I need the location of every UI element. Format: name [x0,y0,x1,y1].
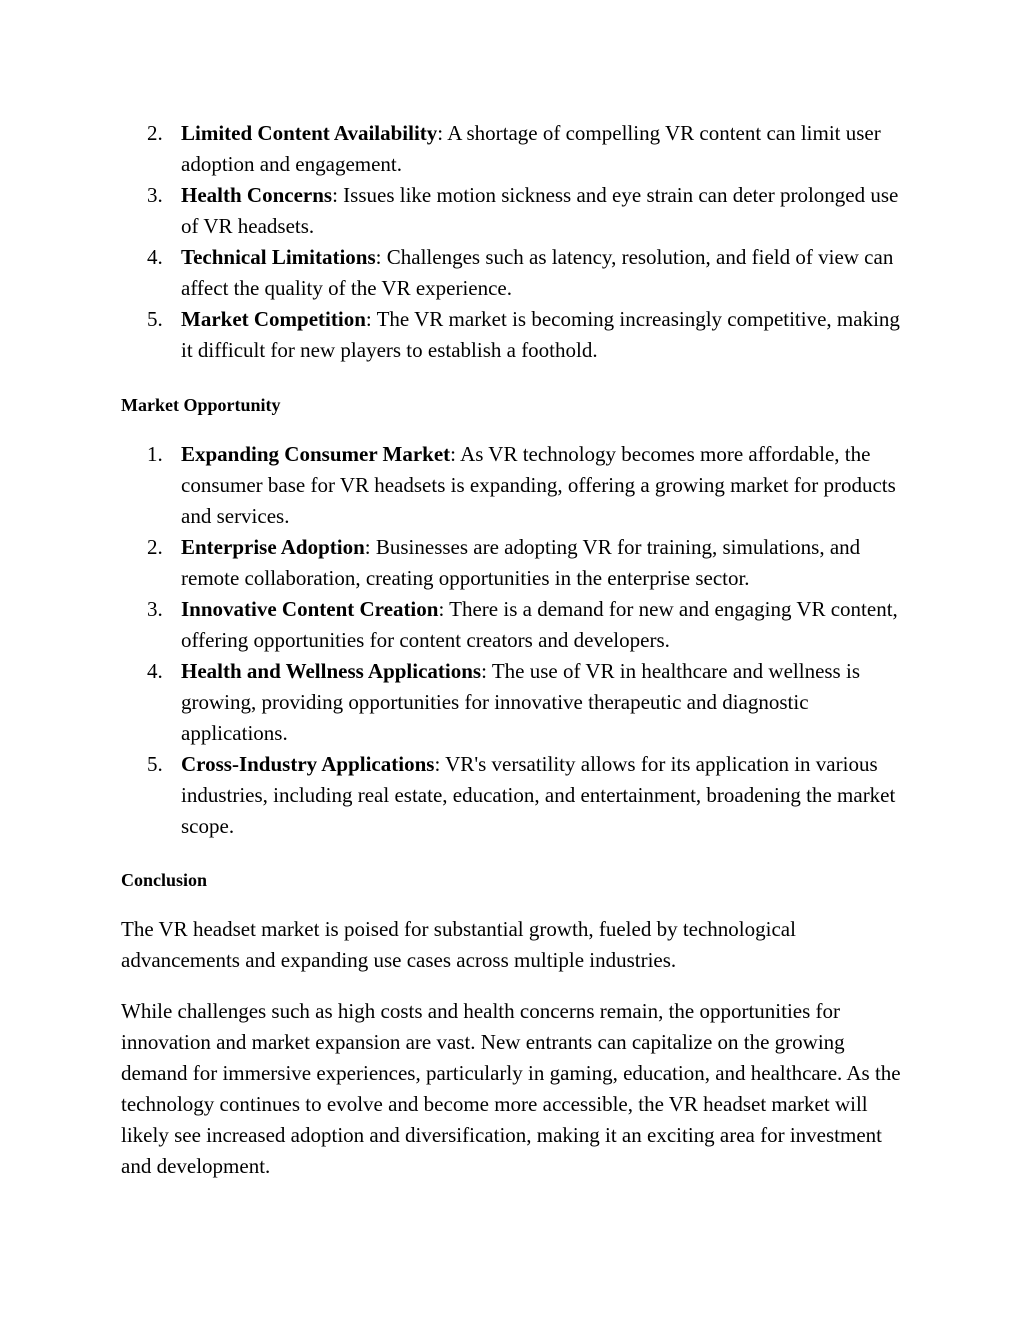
market-opportunity-section [121,439,911,842]
list-item [121,118,911,180]
list-item [121,532,911,594]
list-term: Health Concerns [181,183,333,207]
list-term: Market Competition [181,307,366,331]
conclusion-paragraph-1: The VR headset market is poised for substantial growth, fueled by technological advancements and expanding use cases across multiple industries. [121,917,796,972]
list-number: 5. [147,307,163,331]
list-item [121,180,911,242]
conclusion-paragraph-2: While challenges such as high costs and health concerns remain, the opportunities for innovation and market expansion are vast. New entrants can capitalize on the growing demand for immersive experiences, particularly in gaming, education, and healthcare. As the technology continues to evolve and become more accessible, the VR headset market will likely see increased adoption and diversification, making it an exciting area for investment and development. [121,999,901,1178]
list-number: 2. [147,121,163,145]
list-text: : Issues like motion sickness and eye strain can deter prolonged use of VR headsets. [181,183,899,238]
list-term: Expanding Consumer Market [181,442,451,466]
list-number: 4. [147,245,163,269]
list-text: : VR's versatility allows for its application in various industries, including real estate, education, and entertainment, broadening the market scope. [181,752,896,838]
market-opportunity-list [121,439,911,842]
challenges-list [121,118,911,366]
list-item [121,749,911,842]
list-text: : A shortage of compelling VR content can limit user adoption and engagement. [181,121,881,176]
list-item [121,594,911,656]
market-opportunity-heading: Market Opportunity [121,395,281,415]
list-term: Health and Wellness Applications [181,659,482,683]
list-number: 3. [147,183,163,207]
list-text: : Businesses are adopting VR for training, simulations, and remote collaboration, creating opportunities in the enterprise sector. [181,535,861,590]
list-item [121,439,911,532]
list-item [121,656,911,749]
list-text: : There is a demand for new and engaging VR content, offering opportunities for content creators and developers. [181,597,898,652]
list-item [121,242,911,304]
list-term: Cross-Industry Applications [181,752,435,776]
list-text: : As VR technology becomes more affordable, the consumer base for VR headsets is expanding, offering a growing market for products and services. [181,442,896,528]
list-number: 3. [147,597,163,621]
list-term: Technical Limitations [181,245,376,269]
list-item [121,304,911,366]
challenges-section [121,118,911,366]
list-text: : The VR market is becoming increasingly competitive, making it difficult for new players to establish a foothold. [181,307,900,362]
list-text: : Challenges such as latency, resolution, and field of view can affect the quality of the VR experience. [181,245,894,300]
conclusion-heading: Conclusion [121,870,208,890]
list-number: 2. [147,535,163,559]
list-number: 1. [147,442,163,466]
list-number: 5. [147,752,163,776]
list-term: Enterprise Adoption [181,535,365,559]
list-number: 4. [147,659,163,683]
list-text: : The use of VR in healthcare and wellness is growing, providing opportunities for innovative therapeutic and diagnostic applications. [181,659,860,745]
list-term: Innovative Content Creation [181,597,439,621]
list-term: Limited Content Availability [181,121,438,145]
